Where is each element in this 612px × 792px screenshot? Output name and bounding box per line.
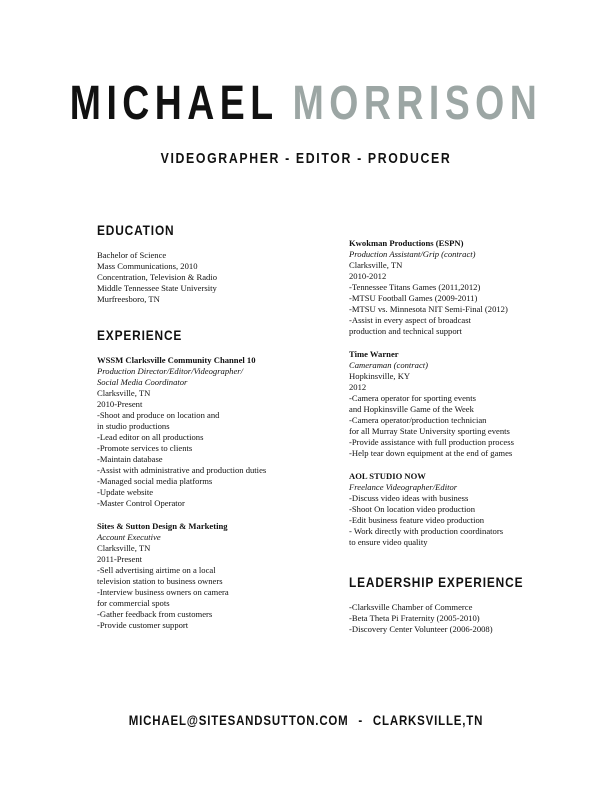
job-line: -MTSU vs. Minnesota NIT Semi-Final (2012) <box>349 304 508 314</box>
job-line: -Assist in every aspect of broadcast <box>349 315 471 325</box>
experience-heading: EXPERIENCE <box>97 327 183 343</box>
education-heading: EDUCATION <box>97 222 175 238</box>
job-entry-kwokman <box>349 238 589 337</box>
leadership-details <box>349 602 589 635</box>
job-line: 2010-2012 <box>349 271 387 281</box>
left-column <box>97 222 337 643</box>
job-entry-sites-sutton <box>97 521 337 631</box>
leadership-heading: LEADERSHIP EXPERIENCE <box>349 574 524 590</box>
job-line: Clarksville, TN <box>349 260 403 270</box>
job-organization: AOL STUDIO NOW <box>349 471 426 481</box>
job-line: -Camera operator for sporting events <box>349 393 476 403</box>
job-line: for all Murray State University sporting events <box>349 426 510 436</box>
experience-section <box>97 327 337 631</box>
candidate-name <box>67 74 544 134</box>
job-line: -Help tear down equipment at the end of games <box>349 448 513 458</box>
job-line: -Interview business owners on camera <box>97 587 229 597</box>
education-line: Middle Tennessee State University <box>97 283 217 293</box>
education-line: Concentration, Television & Radio <box>97 272 218 282</box>
job-line: 2011-Present <box>97 554 143 564</box>
education-line: Bachelor of Science <box>97 250 167 260</box>
job-line: -Update website <box>97 487 154 497</box>
job-line: -Provide assistance with full production process <box>349 437 514 447</box>
job-line: Clarksville, TN <box>97 388 151 398</box>
job-line: -Lead editor on all productions <box>97 432 204 442</box>
leadership-line: -Discovery Center Volunteer (2006-2008) <box>349 624 493 634</box>
job-line: television station to business owners <box>97 576 223 586</box>
job-line: -Managed social media platforms <box>97 476 213 486</box>
job-organization: Sites & Sutton Design & Marketing <box>97 521 228 531</box>
job-role: Production Assistant/Grip (contract) <box>349 249 476 259</box>
job-line: -Shoot and produce on location and <box>97 410 220 420</box>
job-organization: Kwokman Productions (ESPN) <box>349 238 464 248</box>
job-line: -Tennessee Titans Games (2011,2012) <box>349 282 481 292</box>
first-name: MICHAEL <box>69 77 279 130</box>
job-line: -Shoot On location video production <box>349 504 476 514</box>
job-line: -MTSU Football Games (2009-2011) <box>349 293 478 303</box>
job-organization: WSSM Clarksville Community Channel 10 <box>97 355 256 365</box>
job-line: in studio productions <box>97 421 170 431</box>
job-line: -Provide customer support <box>97 620 189 630</box>
job-role: Cameraman (contract) <box>349 360 429 370</box>
education-line: Murfreesboro, TN <box>97 294 160 304</box>
job-line: -Discuss video ideas with business <box>349 493 469 503</box>
job-role: Freelance Videographer/Editor <box>349 482 458 492</box>
job-line: -Assist with administrative and production duties <box>97 465 267 475</box>
job-line: production and technical support <box>349 326 462 336</box>
job-organization: Time Warner <box>349 349 399 359</box>
job-entry-aol-studio-now <box>349 471 589 548</box>
job-line: -Gather feedback from customers <box>97 609 213 619</box>
education-section <box>97 222 337 305</box>
job-role: Production Director/Editor/Videographer/ <box>97 366 243 376</box>
job-entry-wssm <box>97 355 337 509</box>
leadership-line: -Beta Theta Pi Fraternity (2005-2010) <box>349 613 480 623</box>
job-tagline: VIDEOGRAPHER - EDITOR - PRODUCER <box>160 150 452 167</box>
job-line: -Master Control Operator <box>97 498 185 508</box>
leadership-line: -Clarksville Chamber of Commerce <box>349 602 473 612</box>
job-line: -Maintain database <box>97 454 163 464</box>
job-line: 2010-Present <box>97 399 143 409</box>
job-line: for commercial spots <box>97 598 170 608</box>
job-line: 2012 <box>349 382 367 392</box>
job-line: -Sell advertising airtime on a local <box>97 565 216 575</box>
job-line: -Camera operator/production technician <box>349 415 487 425</box>
contact-email[interactable]: MICHAEL@SITESANDSUTTON.COM <box>128 712 349 728</box>
job-line: to ensure video quality <box>349 537 428 547</box>
job-role: Social Media Coordinator <box>97 377 188 387</box>
contact-location: CLARKSVILLE,TN <box>372 712 484 728</box>
job-line: -Edit business feature video production <box>349 515 485 525</box>
job-line: -Promote services to clients <box>97 443 193 453</box>
education-details <box>97 250 337 305</box>
footer-separator: - <box>358 712 364 728</box>
job-role: Account Executive <box>97 532 161 542</box>
job-line: - Work directly with production coordinators <box>349 526 504 536</box>
leadership-section <box>349 574 589 635</box>
last-name: MORRISON <box>292 77 543 130</box>
job-line: Clarksville, TN <box>97 543 151 553</box>
job-entry-time-warner <box>349 349 589 459</box>
right-column <box>349 238 589 647</box>
job-line: and Hopkinsville Game of the Week <box>349 404 474 414</box>
job-line: Hopkinsville, KY <box>349 371 411 381</box>
contact-footer <box>55 712 557 728</box>
education-line: Mass Communications, 2010 <box>97 261 198 271</box>
